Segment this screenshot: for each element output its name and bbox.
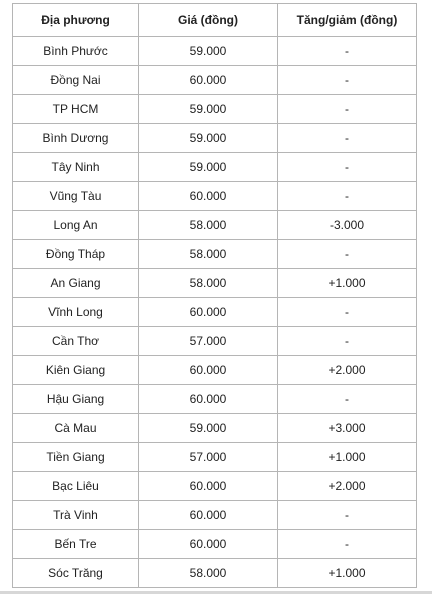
cell-price: 60.000 [139, 356, 278, 385]
cell-change: - [278, 240, 417, 269]
header-row [13, 4, 417, 37]
cell-province: Hậu Giang [13, 385, 139, 414]
cell-change: - [278, 124, 417, 153]
cell-province: Long An [13, 211, 139, 240]
cell-change: - [278, 66, 417, 95]
cell-price: 57.000 [139, 327, 278, 356]
cell-change: +3.000 [278, 414, 417, 443]
cell-province: Vĩnh Long [13, 298, 139, 327]
table-row [13, 443, 417, 472]
cell-province: Cần Thơ [13, 327, 139, 356]
cell-change: - [278, 182, 417, 211]
cell-change: - [278, 501, 417, 530]
table-row [13, 269, 417, 298]
cell-province: Trà Vinh [13, 501, 139, 530]
cell-province: Đồng Nai [13, 66, 139, 95]
table-row [13, 356, 417, 385]
cell-price: 60.000 [139, 182, 278, 211]
cell-price: 60.000 [139, 66, 278, 95]
cell-change: - [278, 327, 417, 356]
cell-price: 60.000 [139, 501, 278, 530]
cell-change: +1.000 [278, 443, 417, 472]
cell-change: - [278, 530, 417, 559]
table-row [13, 298, 417, 327]
cell-price: 60.000 [139, 298, 278, 327]
header-province: Địa phương [13, 4, 139, 37]
table-row [13, 95, 417, 124]
header-price: Giá (đồng) [139, 4, 278, 37]
cell-change: - [278, 95, 417, 124]
table-row [13, 211, 417, 240]
cell-province: Bình Dương [13, 124, 139, 153]
table-row [13, 66, 417, 95]
price-table [12, 3, 417, 588]
cell-change: - [278, 298, 417, 327]
table-row [13, 37, 417, 66]
cell-change: - [278, 37, 417, 66]
cell-price: 58.000 [139, 240, 278, 269]
cell-change: - [278, 385, 417, 414]
header-change: Tăng/giảm (đồng) [278, 4, 417, 37]
cell-price: 59.000 [139, 124, 278, 153]
cell-price: 58.000 [139, 559, 278, 588]
cell-province: Cà Mau [13, 414, 139, 443]
table-row [13, 153, 417, 182]
table-row [13, 240, 417, 269]
cell-change: +2.000 [278, 472, 417, 501]
table-header [13, 4, 417, 37]
cell-province: Đồng Tháp [13, 240, 139, 269]
cell-change: -3.000 [278, 211, 417, 240]
cell-price: 59.000 [139, 153, 278, 182]
table-row [13, 124, 417, 153]
table-row [13, 385, 417, 414]
table-body [13, 37, 417, 588]
cell-price: 60.000 [139, 530, 278, 559]
cell-province: TP HCM [13, 95, 139, 124]
cell-change: +1.000 [278, 269, 417, 298]
cell-change: +1.000 [278, 559, 417, 588]
cell-province: Tây Ninh [13, 153, 139, 182]
cell-province: Sóc Trăng [13, 559, 139, 588]
cell-price: 60.000 [139, 472, 278, 501]
cell-price: 60.000 [139, 385, 278, 414]
table-row [13, 472, 417, 501]
cell-price: 59.000 [139, 414, 278, 443]
cell-price: 58.000 [139, 211, 278, 240]
cell-price: 59.000 [139, 37, 278, 66]
price-table-container [12, 3, 416, 588]
cell-province: An Giang [13, 269, 139, 298]
table-row [13, 530, 417, 559]
cell-price: 59.000 [139, 95, 278, 124]
table-row [13, 327, 417, 356]
cell-change: - [278, 153, 417, 182]
cell-province: Tiền Giang [13, 443, 139, 472]
cell-province: Bến Tre [13, 530, 139, 559]
cell-price: 57.000 [139, 443, 278, 472]
cell-change: +2.000 [278, 356, 417, 385]
table-row [13, 559, 417, 588]
cell-province: Vũng Tàu [13, 182, 139, 211]
cell-price: 58.000 [139, 269, 278, 298]
cell-province: Bạc Liêu [13, 472, 139, 501]
table-row [13, 182, 417, 211]
cell-province: Bình Phước [13, 37, 139, 66]
table-row [13, 501, 417, 530]
table-row [13, 414, 417, 443]
cell-province: Kiên Giang [13, 356, 139, 385]
